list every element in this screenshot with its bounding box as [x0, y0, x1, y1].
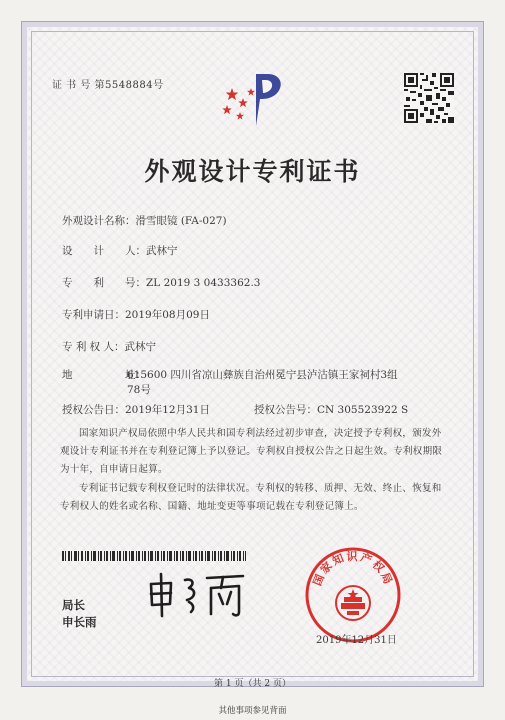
- legal-status-paragraph: 专利证书记载专利权登记时的法律状况。专利权的转移、质押、无效、终止、恢复和专利权人的姓名或名称、国籍、地址变更等事项记载在专利登记簿上。: [60, 483, 442, 512]
- certificate-number: 证 书 号 第5548884号: [52, 80, 164, 91]
- application-date-row: [62, 307, 210, 322]
- patent-number-row: [62, 275, 260, 290]
- director-signature: [145, 570, 255, 620]
- signatory-name: 申长雨: [62, 615, 97, 629]
- patentee-label: 专 利 权 人：: [62, 341, 125, 353]
- designer-row: [62, 243, 178, 258]
- grant-date-row: [62, 402, 210, 417]
- address-value-line2: 78号: [127, 384, 151, 396]
- patent-number-value: ZL 2019 3 0433362.3: [146, 277, 261, 289]
- design-name-label: 外观设计名称：: [62, 215, 136, 227]
- patentee-value: 武林宁: [124, 341, 157, 353]
- grant-statement-paragraph: 国家知识产权局依照中华人民共和国专利法经过初步审查，决定授予专利权，颁发外观设计专利证书并在专利登记簿上予以登记。专利权自授权公告之日起生效。专利权期限为十年，自申请日起算。: [60, 428, 443, 475]
- grant-date-value: 2019年12月31日: [125, 404, 210, 416]
- signatory-title: 局长: [62, 598, 85, 612]
- application-date-value: 2019年08月09日: [125, 309, 210, 321]
- designer-label: 设 计 人：: [62, 245, 146, 257]
- national-emblem-icon: [336, 586, 370, 620]
- page-indicator: 第 1 页（共 2 页）: [214, 679, 291, 689]
- patent-number-label: 专 利 号：: [62, 277, 146, 289]
- svg-text:国家知识产权局: 国家知识产权局: [310, 549, 396, 588]
- design-name-value: 滑雪眼镜 (FA-027): [135, 215, 227, 227]
- design-name-row: [62, 213, 227, 228]
- official-seal: [303, 545, 403, 645]
- grant-number-value: CN 305523922 S: [317, 404, 409, 416]
- footer-note: 其他事项参见背面: [218, 706, 287, 716]
- grant-number-row: [254, 402, 408, 417]
- address-value-line1: 615600 四川省凉山彝族自治州冕宁县泸沽镇王家祠村3组: [127, 369, 398, 381]
- seal-date: 2019年12月31日: [316, 635, 397, 646]
- certificate-title: 外观设计专利证书: [144, 157, 361, 186]
- qr-code: [404, 73, 454, 123]
- application-date-label: 专利申请日：: [62, 309, 125, 321]
- patentee-row: [62, 339, 156, 354]
- address-label: 地 址：: [62, 369, 146, 381]
- patent-office-emblem: [218, 68, 288, 130]
- designer-value: 武林宁: [146, 245, 178, 257]
- barcode: [62, 551, 246, 561]
- grant-date-label: 授权公告日：: [62, 404, 125, 416]
- grant-number-label: 授权公告号：: [254, 404, 317, 416]
